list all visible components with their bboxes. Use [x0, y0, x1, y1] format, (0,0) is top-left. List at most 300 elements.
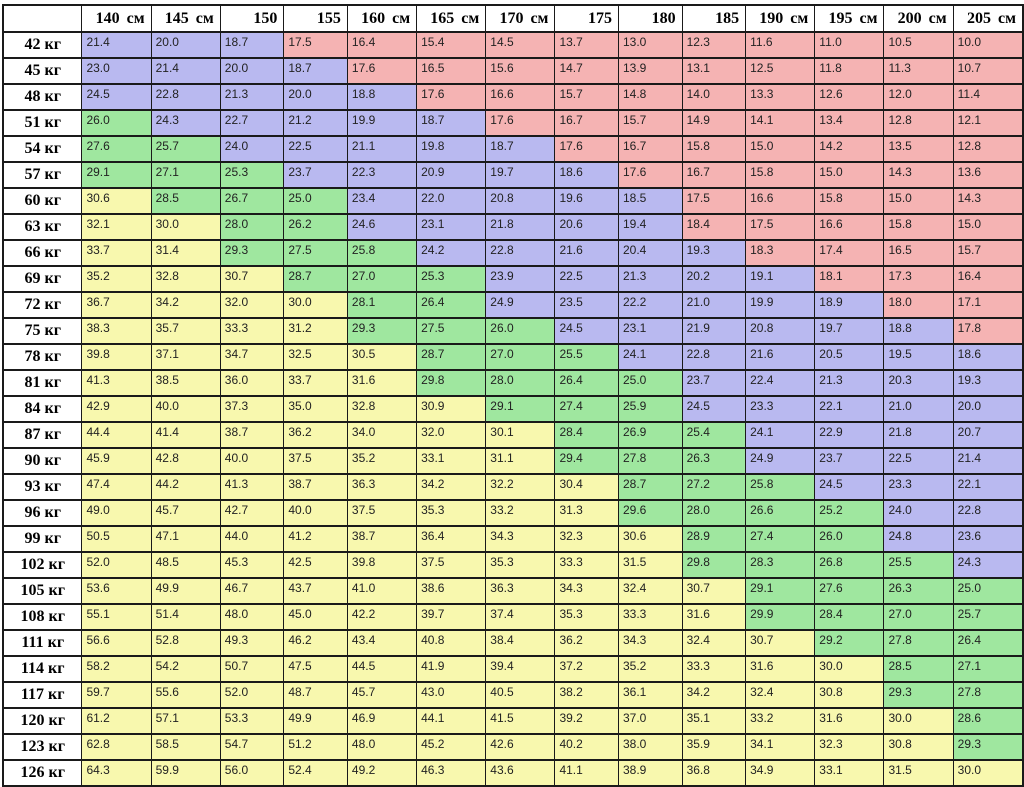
table-row — [3, 422, 1023, 448]
bmi-cell: 17.6 — [347, 58, 416, 84]
bmi-cell: 35.7 — [151, 318, 220, 344]
bmi-cell: 12.0 — [884, 84, 953, 110]
bmi-cell: 47.5 — [284, 656, 348, 682]
bmi-cell: 20.0 — [151, 32, 220, 58]
bmi-cell: 58.2 — [82, 656, 151, 682]
bmi-cell: 46.2 — [284, 630, 348, 656]
bmi-cell: 31.3 — [555, 500, 619, 526]
bmi-cell: 28.9 — [682, 526, 746, 552]
bmi-cell: 44.0 — [220, 526, 284, 552]
bmi-cell: 22.5 — [284, 136, 348, 162]
bmi-cell: 38.4 — [486, 630, 555, 656]
bmi-cell: 45.3 — [220, 552, 284, 578]
bmi-cell: 37.1 — [151, 344, 220, 370]
bmi-cell: 26.0 — [815, 526, 884, 552]
bmi-cell: 27.6 — [815, 578, 884, 604]
bmi-cell: 37.5 — [347, 500, 416, 526]
bmi-cell: 54.7 — [220, 734, 284, 760]
bmi-cell: 26.4 — [417, 292, 486, 318]
bmi-cell: 17.6 — [417, 84, 486, 110]
bmi-cell: 46.3 — [417, 760, 486, 786]
bmi-cell: 33.2 — [746, 708, 815, 734]
bmi-cell: 16.4 — [953, 266, 1023, 292]
bmi-cell: 28.6 — [953, 708, 1023, 734]
bmi-cell: 32.3 — [555, 526, 619, 552]
weight-row-header: 99 кг — [3, 526, 82, 552]
bmi-cell: 62.8 — [82, 734, 151, 760]
weight-row-header: 60 кг — [3, 188, 82, 214]
weight-row-header: 45 кг — [3, 58, 82, 84]
bmi-cell: 24.2 — [417, 240, 486, 266]
bmi-cell: 32.4 — [619, 578, 683, 604]
bmi-cell: 20.7 — [953, 422, 1023, 448]
bmi-cell: 17.6 — [486, 110, 555, 136]
weight-row-header: 96 кг — [3, 500, 82, 526]
bmi-cell: 28.0 — [220, 214, 284, 240]
bmi-cell: 32.4 — [746, 682, 815, 708]
bmi-cell: 33.1 — [417, 448, 486, 474]
bmi-cell: 27.8 — [884, 630, 953, 656]
weight-row-header: 105 кг — [3, 578, 82, 604]
bmi-cell: 15.6 — [486, 58, 555, 84]
bmi-cell: 43.4 — [347, 630, 416, 656]
bmi-cell: 25.2 — [815, 500, 884, 526]
bmi-cell: 27.5 — [417, 318, 486, 344]
weight-row-header: 72 кг — [3, 292, 82, 318]
bmi-cell: 11.0 — [815, 32, 884, 58]
bmi-cell: 33.7 — [82, 240, 151, 266]
bmi-cell: 34.2 — [417, 474, 486, 500]
bmi-cell: 10.7 — [953, 58, 1023, 84]
bmi-cell: 41.3 — [82, 370, 151, 396]
bmi-cell: 52.4 — [284, 760, 348, 786]
weight-row-header: 54 кг — [3, 136, 82, 162]
bmi-cell: 19.9 — [347, 110, 416, 136]
bmi-cell: 34.3 — [555, 578, 619, 604]
bmi-cell: 19.7 — [486, 162, 555, 188]
bmi-cell: 46.9 — [347, 708, 416, 734]
bmi-cell: 17.5 — [682, 188, 746, 214]
bmi-cell: 31.6 — [815, 708, 884, 734]
bmi-cell: 33.2 — [486, 500, 555, 526]
bmi-cell: 24.3 — [953, 552, 1023, 578]
bmi-cell: 33.7 — [284, 370, 348, 396]
bmi-cell: 36.2 — [284, 422, 348, 448]
bmi-cell: 14.7 — [555, 58, 619, 84]
bmi-cell: 38.0 — [619, 734, 683, 760]
bmi-cell: 18.7 — [220, 32, 284, 58]
bmi-cell: 31.2 — [284, 318, 348, 344]
bmi-cell: 16.7 — [682, 162, 746, 188]
table-row — [3, 760, 1023, 786]
bmi-cell: 42.8 — [151, 448, 220, 474]
bmi-cell: 25.0 — [953, 578, 1023, 604]
bmi-cell: 30.8 — [815, 682, 884, 708]
bmi-cell: 14.8 — [619, 84, 683, 110]
bmi-cell: 24.5 — [82, 84, 151, 110]
bmi-cell: 50.5 — [82, 526, 151, 552]
bmi-cell: 20.3 — [884, 370, 953, 396]
bmi-cell: 34.9 — [746, 760, 815, 786]
bmi-cell: 52.0 — [220, 682, 284, 708]
bmi-cell: 12.5 — [746, 58, 815, 84]
height-header: 205 см — [953, 5, 1023, 32]
bmi-cell: 16.6 — [486, 84, 555, 110]
table-row — [3, 500, 1023, 526]
weight-row-header: 69 кг — [3, 266, 82, 292]
bmi-cell: 49.9 — [284, 708, 348, 734]
bmi-cell: 41.5 — [486, 708, 555, 734]
bmi-cell: 14.2 — [815, 136, 884, 162]
bmi-cell: 54.2 — [151, 656, 220, 682]
bmi-cell: 30.7 — [682, 578, 746, 604]
bmi-cell: 36.0 — [220, 370, 284, 396]
bmi-cell: 26.3 — [884, 578, 953, 604]
bmi-cell: 22.5 — [555, 266, 619, 292]
height-header: 200 см — [884, 5, 953, 32]
bmi-cell: 13.7 — [555, 32, 619, 58]
bmi-cell: 55.6 — [151, 682, 220, 708]
bmi-cell: 29.1 — [82, 162, 151, 188]
table-row — [3, 630, 1023, 656]
bmi-cell: 27.0 — [347, 266, 416, 292]
table-body — [3, 32, 1023, 786]
bmi-cell: 28.1 — [347, 292, 416, 318]
bmi-cell: 35.3 — [417, 500, 486, 526]
bmi-cell: 53.3 — [220, 708, 284, 734]
bmi-cell: 36.8 — [682, 760, 746, 786]
height-header: 180 — [619, 5, 683, 32]
bmi-cell: 15.4 — [417, 32, 486, 58]
bmi-cell: 45.0 — [284, 604, 348, 630]
bmi-cell: 48.7 — [284, 682, 348, 708]
bmi-cell: 27.8 — [953, 682, 1023, 708]
bmi-cell: 22.1 — [815, 396, 884, 422]
bmi-cell: 40.2 — [555, 734, 619, 760]
bmi-cell: 22.7 — [220, 110, 284, 136]
weight-row-header: 78 кг — [3, 344, 82, 370]
bmi-cell: 26.0 — [82, 110, 151, 136]
bmi-cell: 22.4 — [746, 370, 815, 396]
bmi-cell: 25.5 — [884, 552, 953, 578]
bmi-cell: 19.7 — [815, 318, 884, 344]
bmi-cell: 32.0 — [220, 292, 284, 318]
height-header: 145 см — [151, 5, 220, 32]
table-row — [3, 162, 1023, 188]
bmi-cell: 29.2 — [815, 630, 884, 656]
bmi-cell: 24.5 — [555, 318, 619, 344]
bmi-cell: 26.0 — [486, 318, 555, 344]
bmi-cell: 15.8 — [884, 214, 953, 240]
bmi-cell: 38.2 — [555, 682, 619, 708]
bmi-cell: 35.1 — [682, 708, 746, 734]
header-row — [3, 5, 1023, 32]
table-clip-area — [2, 4, 1024, 781]
bmi-cell: 18.7 — [417, 110, 486, 136]
weight-row-header: 42 кг — [3, 32, 82, 58]
bmi-cell: 44.5 — [347, 656, 416, 682]
bmi-cell: 22.1 — [953, 474, 1023, 500]
bmi-cell: 47.4 — [82, 474, 151, 500]
bmi-cell: 32.1 — [82, 214, 151, 240]
bmi-cell: 15.8 — [815, 188, 884, 214]
bmi-cell: 13.4 — [815, 110, 884, 136]
bmi-cell: 41.2 — [284, 526, 348, 552]
bmi-cell: 42.6 — [486, 734, 555, 760]
bmi-cell: 25.0 — [619, 370, 683, 396]
height-header: 150 — [220, 5, 284, 32]
bmi-cell: 32.4 — [682, 630, 746, 656]
bmi-cell: 27.5 — [284, 240, 348, 266]
bmi-cell: 11.8 — [815, 58, 884, 84]
table-row — [3, 214, 1023, 240]
weight-row-header: 75 кг — [3, 318, 82, 344]
bmi-cell: 11.6 — [746, 32, 815, 58]
table-header — [3, 5, 1023, 32]
bmi-cell: 18.7 — [486, 136, 555, 162]
bmi-cell: 37.4 — [486, 604, 555, 630]
bmi-cell: 18.1 — [815, 266, 884, 292]
bmi-cell: 22.8 — [682, 344, 746, 370]
bmi-cell: 17.4 — [815, 240, 884, 266]
table-row — [3, 708, 1023, 734]
height-header: 140 см — [82, 5, 151, 32]
bmi-cell: 32.8 — [347, 396, 416, 422]
bmi-cell: 25.9 — [619, 396, 683, 422]
bmi-cell: 40.0 — [220, 448, 284, 474]
bmi-cell: 41.3 — [220, 474, 284, 500]
table-row — [3, 552, 1023, 578]
bmi-cell: 34.3 — [486, 526, 555, 552]
bmi-cell: 45.9 — [82, 448, 151, 474]
bmi-cell: 19.5 — [884, 344, 953, 370]
bmi-cell: 21.0 — [682, 292, 746, 318]
bmi-cell: 21.4 — [82, 32, 151, 58]
bmi-cell: 28.5 — [151, 188, 220, 214]
bmi-cell: 21.4 — [151, 58, 220, 84]
bmi-cell: 38.7 — [220, 422, 284, 448]
bmi-cell: 15.7 — [953, 240, 1023, 266]
bmi-cell: 42.7 — [220, 500, 284, 526]
bmi-cell: 18.3 — [746, 240, 815, 266]
bmi-cell: 30.8 — [884, 734, 953, 760]
bmi-cell: 23.5 — [555, 292, 619, 318]
height-header: 165 см — [417, 5, 486, 32]
bmi-cell: 30.6 — [82, 188, 151, 214]
bmi-cell: 22.9 — [815, 422, 884, 448]
bmi-cell: 17.5 — [746, 214, 815, 240]
bmi-cell: 32.0 — [417, 422, 486, 448]
bmi-cell: 31.1 — [486, 448, 555, 474]
bmi-cell: 21.4 — [953, 448, 1023, 474]
bmi-cell: 23.7 — [682, 370, 746, 396]
bmi-cell: 29.3 — [347, 318, 416, 344]
bmi-cell: 59.9 — [151, 760, 220, 786]
bmi-cell: 38.5 — [151, 370, 220, 396]
table-row — [3, 188, 1023, 214]
bmi-cell: 20.8 — [746, 318, 815, 344]
bmi-cell: 24.1 — [619, 344, 683, 370]
bmi-cell: 41.1 — [555, 760, 619, 786]
bmi-cell: 24.9 — [486, 292, 555, 318]
bmi-cell: 27.2 — [682, 474, 746, 500]
bmi-cell: 26.4 — [555, 370, 619, 396]
bmi-cell: 28.4 — [815, 604, 884, 630]
table-row — [3, 734, 1023, 760]
bmi-cell: 18.4 — [682, 214, 746, 240]
bmi-cell: 15.8 — [746, 162, 815, 188]
bmi-cell: 22.3 — [347, 162, 416, 188]
height-header: 195 см — [815, 5, 884, 32]
weight-row-header: 63 кг — [3, 214, 82, 240]
bmi-cell: 23.0 — [82, 58, 151, 84]
bmi-cell: 20.6 — [555, 214, 619, 240]
weight-row-header: 57 кг — [3, 162, 82, 188]
bmi-cell: 14.9 — [682, 110, 746, 136]
bmi-cell: 29.8 — [417, 370, 486, 396]
bmi-cell: 22.0 — [417, 188, 486, 214]
bmi-cell: 32.8 — [151, 266, 220, 292]
bmi-cell: 23.4 — [347, 188, 416, 214]
bmi-cell: 39.8 — [82, 344, 151, 370]
bmi-cell: 26.3 — [682, 448, 746, 474]
bmi-cell: 27.8 — [619, 448, 683, 474]
bmi-cell: 29.1 — [486, 396, 555, 422]
bmi-cell: 33.3 — [619, 604, 683, 630]
bmi-cell: 45.7 — [151, 500, 220, 526]
bmi-cell: 13.1 — [682, 58, 746, 84]
table-row — [3, 266, 1023, 292]
bmi-cell: 28.0 — [682, 500, 746, 526]
bmi-cell: 15.7 — [555, 84, 619, 110]
bmi-cell: 36.3 — [347, 474, 416, 500]
bmi-cell: 31.4 — [151, 240, 220, 266]
bmi-cell: 37.2 — [555, 656, 619, 682]
bmi-table — [2, 4, 1024, 787]
bmi-cell: 49.3 — [220, 630, 284, 656]
bmi-cell: 23.1 — [417, 214, 486, 240]
bmi-cell: 26.8 — [815, 552, 884, 578]
bmi-cell: 18.0 — [884, 292, 953, 318]
bmi-cell: 25.4 — [682, 422, 746, 448]
weight-row-header: 117 кг — [3, 682, 82, 708]
bmi-cell: 40.5 — [486, 682, 555, 708]
bmi-cell: 18.6 — [555, 162, 619, 188]
bmi-cell: 30.7 — [220, 266, 284, 292]
bmi-cell: 43.7 — [284, 578, 348, 604]
bmi-cell: 16.7 — [619, 136, 683, 162]
bmi-cell: 45.2 — [417, 734, 486, 760]
bmi-cell: 21.3 — [619, 266, 683, 292]
bmi-cell: 26.7 — [220, 188, 284, 214]
height-header: 160 см — [347, 5, 416, 32]
bmi-cell: 14.3 — [884, 162, 953, 188]
bmi-cell: 34.2 — [682, 682, 746, 708]
bmi-cell: 42.9 — [82, 396, 151, 422]
bmi-cell: 41.0 — [347, 578, 416, 604]
bmi-cell: 17.6 — [619, 162, 683, 188]
bmi-cell: 35.3 — [555, 604, 619, 630]
bmi-cell: 47.1 — [151, 526, 220, 552]
bmi-cell: 40.0 — [151, 396, 220, 422]
bmi-cell: 12.8 — [884, 110, 953, 136]
weight-row-header: 84 кг — [3, 396, 82, 422]
bmi-cell: 20.9 — [417, 162, 486, 188]
bmi-cell: 25.3 — [417, 266, 486, 292]
bmi-cell: 17.8 — [953, 318, 1023, 344]
bmi-cell: 30.0 — [284, 292, 348, 318]
bmi-cell: 44.1 — [417, 708, 486, 734]
bmi-cell: 23.7 — [815, 448, 884, 474]
table-row — [3, 318, 1023, 344]
bmi-cell: 22.2 — [619, 292, 683, 318]
table-row — [3, 526, 1023, 552]
bmi-cell: 29.3 — [220, 240, 284, 266]
bmi-cell: 24.1 — [746, 422, 815, 448]
bmi-cell: 56.0 — [220, 760, 284, 786]
bmi-cell: 42.2 — [347, 604, 416, 630]
table-row — [3, 448, 1023, 474]
weight-row-header: 93 кг — [3, 474, 82, 500]
bmi-cell: 38.6 — [417, 578, 486, 604]
bmi-cell: 45.7 — [347, 682, 416, 708]
bmi-cell: 33.3 — [220, 318, 284, 344]
bmi-cell: 29.9 — [746, 604, 815, 630]
table-row — [3, 292, 1023, 318]
bmi-cell: 33.3 — [555, 552, 619, 578]
bmi-cell: 16.6 — [746, 188, 815, 214]
bmi-cell: 17.1 — [953, 292, 1023, 318]
bmi-cell: 30.5 — [347, 344, 416, 370]
bmi-cell: 21.0 — [884, 396, 953, 422]
bmi-cell: 32.2 — [486, 474, 555, 500]
bmi-cell: 40.8 — [417, 630, 486, 656]
weight-row-header: 66 кг — [3, 240, 82, 266]
bmi-cell: 13.0 — [619, 32, 683, 58]
bmi-cell: 64.3 — [82, 760, 151, 786]
bmi-cell: 22.8 — [486, 240, 555, 266]
bmi-cell: 32.3 — [815, 734, 884, 760]
bmi-cell: 14.1 — [746, 110, 815, 136]
bmi-cell: 21.1 — [347, 136, 416, 162]
bmi-cell: 49.2 — [347, 760, 416, 786]
bmi-cell: 25.5 — [555, 344, 619, 370]
bmi-cell: 42.5 — [284, 552, 348, 578]
bmi-cell: 36.4 — [417, 526, 486, 552]
bmi-cell: 44.2 — [151, 474, 220, 500]
bmi-cell: 48.0 — [220, 604, 284, 630]
table-row — [3, 604, 1023, 630]
bmi-cell: 25.3 — [220, 162, 284, 188]
bmi-cell: 15.0 — [815, 162, 884, 188]
bmi-cell: 19.1 — [746, 266, 815, 292]
bmi-cell: 14.0 — [682, 84, 746, 110]
bmi-cell: 20.8 — [486, 188, 555, 214]
bmi-cell: 29.4 — [555, 448, 619, 474]
bmi-cell: 24.6 — [347, 214, 416, 240]
bmi-cell: 18.6 — [953, 344, 1023, 370]
bmi-cell: 43.6 — [486, 760, 555, 786]
bmi-cell: 30.6 — [619, 526, 683, 552]
bmi-cell: 30.1 — [486, 422, 555, 448]
bmi-cell: 53.6 — [82, 578, 151, 604]
table-row — [3, 32, 1023, 58]
bmi-cell: 61.2 — [82, 708, 151, 734]
weight-row-header: 123 кг — [3, 734, 82, 760]
bmi-cell: 24.5 — [682, 396, 746, 422]
bmi-cell: 57.1 — [151, 708, 220, 734]
bmi-cell: 29.3 — [884, 682, 953, 708]
